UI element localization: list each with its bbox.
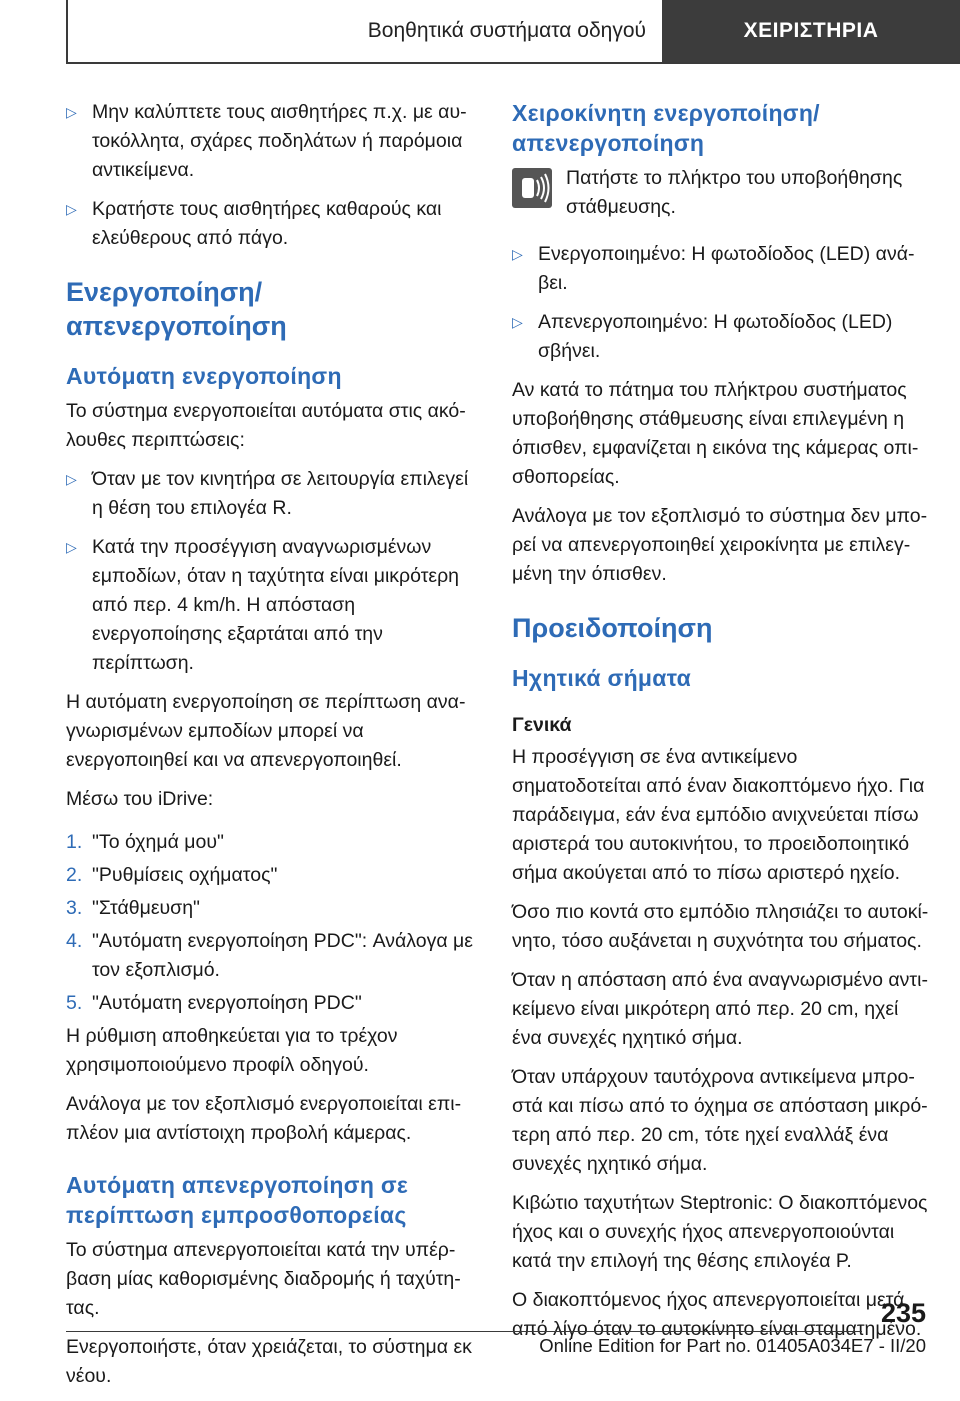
park-distance-control-icon [512, 168, 552, 208]
page-header [66, 0, 960, 64]
list-item: ▷ Κατά την προσέγγιση αναγνωρισμένων εμποδίων, όταν η ταχύτητα είναι μικρότερη από περ. 4 km/h. Η απόσταση ενεργοποίησης εξαρτάται από την περίπτωση. [66, 533, 474, 678]
list-item: ▷ Μην καλύπτετε τους αισθητήρες π.χ. με αυτοκόλλητα, σχάρες ποδηλάτων ή παρόμοια αντικείμενα. [66, 98, 474, 185]
heading-activation: Ενεργοποίηση/απενεργοποίηση [66, 277, 287, 341]
right-column [512, 98, 930, 1354]
heading-manual-activation: Χειροκίνητη ενεργοποίηση/ απενεργοποίηση [512, 100, 820, 156]
step-item: 4. "Αυτόματη ενεργοποίηση PDC": Ανάλογα με τον εξοπλισμό. [66, 930, 473, 981]
paragraph: Πατήστε το πλήκτρο του υποβοήθησης στάθμευσης. [566, 167, 903, 218]
paragraph: Αν κατά το πάτημα του πλήκτρου συστήματος υποβοήθησης στάθμευσης είναι επιλεγμένη η όπισθεν, εμφανίζεται η εικόνα της κάμερας οπισθοπορείας. [512, 379, 919, 488]
paragraph: Η προσέγγιση σε ένα αντικείμενο σηματοδοτείται από έναν διακοπτόμενο ήχο. Για παράδειγμα, εάν ένα εμπόδιο ανιχνεύεται πίσω αριστερά του αυτοκινήτου, το προειδοποιητικό σήμα ακούγεται από το πίσω αριστερό ηχείο. [512, 746, 925, 884]
section-title: Βοηθητικά συστήματα οδηγού [367, 19, 646, 42]
triangle-bullet-icon: ▷ [66, 539, 77, 555]
triangle-bullet-icon: ▷ [66, 104, 77, 120]
paragraph: Κιβώτιο ταχυτήτων Steptronic: Ο διακοπτόμενος ήχος και ο συνεχής ήχος απενεργοποιούνται κατά την επιλογή της θέσης επιλογέα P. [512, 1192, 928, 1272]
paragraph: Η ρύθμιση αποθηκεύεται για το τρέχον χρησιμοποιούμενο προφίλ οδηγού. [66, 1025, 398, 1076]
paragraph: Το σύστημα ενεργοποιείται αυτόματα στις ακόλουθες περιπτώσεις: [66, 400, 466, 451]
triangle-bullet-icon: ▷ [512, 246, 523, 262]
step-item: 5. "Αυτόματη ενεργοποίηση PDC" [66, 992, 362, 1014]
paragraph: Όσο πιο κοντά στο εμπόδιο πλησιάζει το αυτοκίνητο, τόσο αυξάνεται η συχνότητα του σήματος. [512, 901, 929, 952]
triangle-bullet-icon: ▷ [66, 201, 77, 217]
paragraph: Μέσω του iDrive: [66, 788, 214, 810]
icon-instruction [512, 164, 930, 222]
chapter-tab[interactable]: ΧΕΙΡΙΣΤΗΡΙΑ [662, 0, 960, 62]
triangle-bullet-icon: ▷ [512, 314, 523, 330]
footer-divider [66, 1331, 862, 1332]
triangle-bullet-icon: ▷ [66, 471, 77, 487]
step-item: 3. "Στάθμευση" [66, 897, 200, 919]
step-item: 1. "Το όχημά μου" [66, 831, 224, 853]
paragraph: Ανάλογα με τον εξοπλισμό το σύστημα δεν μπορεί να απενεργοποιηθεί χειροκίνητα με επιλεγμένη την όπισθεν. [512, 505, 928, 585]
left-column [66, 98, 474, 1401]
heading-acoustic-signals: Ηχητικά σήματα [512, 665, 692, 691]
paragraph: Ανάλογα με τον εξοπλισμό ενεργοποιείται επιπλέον μια αντίστοιχη προβολή κάμερας. [66, 1093, 462, 1144]
page-number: 235 [880, 1298, 926, 1328]
paragraph: Όταν η απόσταση από ένα αναγνωρισμένο αντικείμενο είναι μικρότερη από περ. 20 cm, ηχεί ένα συνεχές ηχητικό σήμα. [512, 969, 928, 1049]
list-item: ▷ Κρατήστε τους αισθητήρες καθαρούς και ελεύθερους από πάγο. [66, 195, 474, 253]
list-item: ▷ Απενεργοποιημένο: Η φωτοδίοδος (LED) σβήνει. [512, 308, 930, 366]
paragraph: Ενεργοποιήστε, όταν χρειάζεται, το σύστημα εκ νέου. [66, 1336, 472, 1387]
list-item: ▷ Όταν με τον κινητήρα σε λειτουργία επιλεγεί η θέση του επιλογέα R. [66, 465, 474, 523]
heading-auto-deactivation: Αυτόματη απενεργοποίηση σε περίπτωση εμπροσθοπορείας [66, 1172, 409, 1228]
step-item: 2. "Ρυθμίσεις οχήματος" [66, 864, 278, 886]
edition-text: Online Edition for Part no. 01405A034E7 - II/20 [539, 1335, 926, 1356]
paragraph: Το σύστημα απενεργοποιείται κατά την υπέρβαση μίας καθορισμένης διαδρομής ή ταχύτητας. [66, 1239, 461, 1319]
paragraph: Όταν υπάρχουν ταυτόχρονα αντικείμενα μπροστά και πίσω από το όχημα σε απόσταση μικρότερη από περ. 20 cm, τότε ηχεί εναλλάξ ένα συνεχές ηχητικό σήμα. [512, 1066, 928, 1175]
heading-general: Γενικά [512, 714, 572, 736]
paragraph: Η αυτόματη ενεργοποίηση σε περίπτωση αναγνωρισμένων εμποδίων μπορεί να ενεργοποιηθεί και να απενεργοποιηθεί. [66, 691, 466, 771]
heading-warning: Προειδοποίηση [512, 613, 713, 643]
list-item: ▷ Ενεργοποιημένο: Η φωτοδίοδος (LED) ανάβει. [512, 240, 930, 298]
paragraph: Ο διακοπτόμενος ήχος απενεργοποιείται μετά από λίγο όταν το αυτοκίνητο είναι σταματημένο. [512, 1289, 922, 1340]
heading-auto-activation: Αυτόματη ενεργοποίηση [66, 363, 342, 389]
